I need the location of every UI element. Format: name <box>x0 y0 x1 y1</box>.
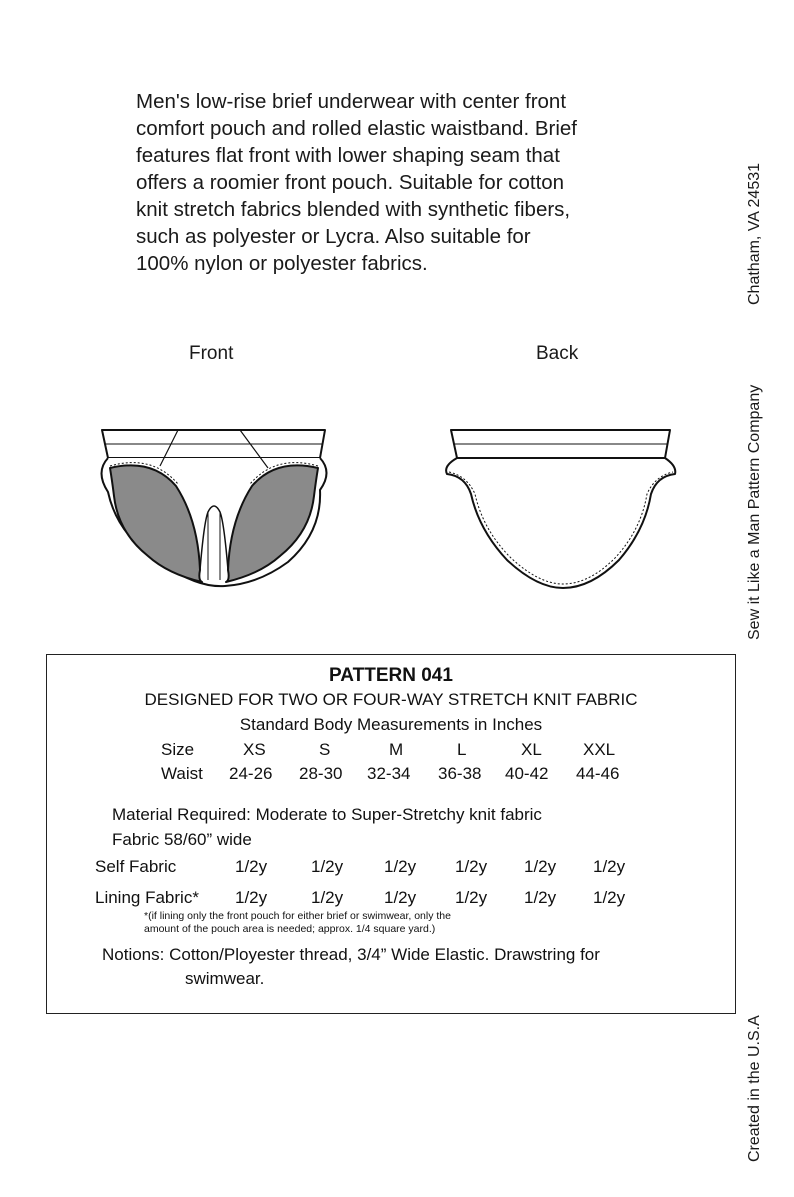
fabric-type: DESIGNED FOR TWO OR FOUR-WAY STRETCH KNIT FABRIC <box>144 690 638 709</box>
description-line: offers a roomier front pouch. Suitable for cotton <box>136 171 565 194</box>
size-s: S <box>319 740 331 759</box>
self-fabric-xl: 1/2y <box>524 857 557 876</box>
waist-xl: 40-42 <box>505 764 549 783</box>
measurements-heading: Standard Body Measurements in Inches <box>239 715 543 734</box>
size-xs: XS <box>243 740 266 759</box>
material-required: Material Required: Moderate to Super-Stretchy knit fabric <box>112 805 542 824</box>
self-fabric-l: 1/2y <box>455 857 488 876</box>
sidebar-company: Sew it Like a Man Pattern Company <box>746 384 763 640</box>
pattern-description <box>136 88 696 277</box>
back-view-label: Back <box>536 343 579 364</box>
description-line: comfort pouch and rolled elastic waistband. Brief <box>136 117 577 140</box>
description-line: Men's low-rise brief underwear with center front <box>136 90 567 113</box>
lining-footnote-line2: amount of the pouch area is needed; approx. 1/4 square yard.) <box>144 923 436 935</box>
self-fabric-label: Self Fabric <box>95 857 177 876</box>
lining-fabric-l: 1/2y <box>455 888 488 907</box>
fabric-width: Fabric 58/60” wide <box>112 830 252 849</box>
size-xl: XL <box>521 740 542 759</box>
waist-s: 28-30 <box>299 764 343 783</box>
waist-xxl: 44-46 <box>576 764 620 783</box>
self-fabric-xs: 1/2y <box>235 857 268 876</box>
self-fabric-xxl: 1/2y <box>593 857 626 876</box>
sidebar-location: Chatham, VA 24531 <box>746 162 763 305</box>
lining-fabric-m: 1/2y <box>384 888 417 907</box>
self-fabric-m: 1/2y <box>384 857 417 876</box>
pattern-spec-box <box>46 654 736 1014</box>
waist-m: 32-34 <box>367 764 411 783</box>
notions-line1: Notions: Cotton/Ployester thread, 3/4” Wide Elastic. Drawstring for <box>102 945 600 964</box>
waist-label: Waist <box>161 764 203 783</box>
size-l: L <box>457 740 467 759</box>
size-m: M <box>389 740 404 759</box>
front-view-label: Front <box>189 343 234 364</box>
description-line: knit stretch fabrics blended with synthetic fibers, <box>136 198 571 221</box>
self-fabric-s: 1/2y <box>311 857 344 876</box>
size-xxl: XXL <box>583 740 616 759</box>
lining-fabric-xs: 1/2y <box>235 888 268 907</box>
size-label: Size <box>161 740 195 759</box>
description-line: 100% nylon or polyester fabrics. <box>136 252 428 275</box>
waist-l: 36-38 <box>438 764 482 783</box>
description-line: features flat front with lower shaping seam that <box>136 144 560 167</box>
sidebar-origin: Created in the U.S.A <box>746 1015 763 1162</box>
front-brief-illustration <box>90 420 340 600</box>
lining-fabric-label: Lining Fabric* <box>95 888 199 907</box>
pattern-title: PATTERN 041 <box>329 665 453 686</box>
back-brief-illustration <box>437 420 687 600</box>
waist-xs: 24-26 <box>229 764 273 783</box>
lining-fabric-xxl: 1/2y <box>593 888 626 907</box>
lining-footnote-line1: *(if lining only the front pouch for either brief or swimwear, only the <box>144 910 451 922</box>
lining-fabric-s: 1/2y <box>311 888 344 907</box>
lining-fabric-xl: 1/2y <box>524 888 557 907</box>
notions-line2: swimwear. <box>185 969 265 988</box>
description-line: such as polyester or Lycra. Also suitable for <box>136 225 531 248</box>
